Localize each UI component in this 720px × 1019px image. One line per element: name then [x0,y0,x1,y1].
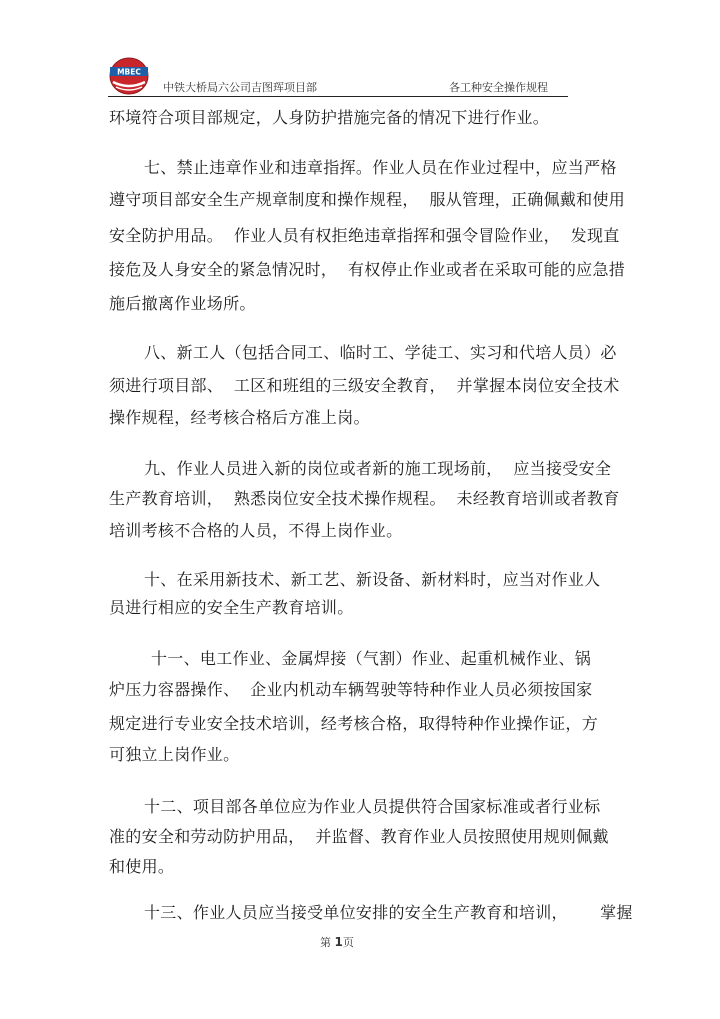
text-line: 环境符合项目部规定，人身防护措施完备的情况下进行作业。 [109,108,550,127]
text-line: 十一、电工作业、金属焊接（气割）作业、起重机械作业、锅 [151,649,592,668]
text-line: 施后撤离作业场所。 [109,294,256,313]
page-footer [320,934,354,950]
text-line: 培训考核不合格的人员，不得上岗作业。 [109,521,403,540]
text-line: 十二、项目部各单位应为作业人员提供符合国家标准或者行业标 [144,797,601,816]
text-line: 须进行项目部、 工区和班组的三级安全教育， 并掌握本岗位安全技术 [109,376,620,395]
text-line: 规定进行专业安全技术培训，经考核合格，取得特种作业操作证，方 [109,714,599,733]
text-line: 和使用。 [109,857,175,876]
header-doc-title: 各工种安全操作规程 [449,81,548,94]
text-line: 炉压力容器操作、 企业内机动车辆驾驶等特种作业人员必须按国家 [109,680,593,699]
logo-text: MBEC [117,67,141,77]
text-line: 接危及人身安全的紧急情况时， 有权停止作业或者在采取可能的应急措 [109,260,626,279]
company-logo [108,52,150,96]
text-line: 准的安全和劳动防护用品， 并监督、教育作业人员按照使用规则佩戴 [109,827,609,846]
header-org-name: 中铁大桥局六公司吉图珲项目部 [163,81,317,94]
text-line: 八、新工人（包括合同工、临时工、学徒工、实习和代培人员）必 [144,343,617,362]
text-line: 十、在采用新技术、新工艺、新设备、新材料时，应当对作业人 [144,570,601,589]
text-line: 操作规程，经考核合格后方准上岗。 [109,408,370,427]
footer-suffix: 页 [342,936,354,949]
text-line: 可独立上岗作业。 [109,745,240,764]
header-rule [108,96,568,97]
text-line: 遵守项目部安全生产规章制度和操作规程， 服从管理，正确佩戴和使用 [109,190,626,209]
footer-prefix: 第 [320,936,331,949]
page-number: 1 [334,935,343,949]
text-line: 安全防护用品。 作业人员有权拒绝违章指挥和强令冒险作业， 发现直 [109,226,620,245]
text-line: 七、禁止违章作业和违章指挥。作业人员在作业过程中，应当严格 [144,158,617,177]
text-line: 十三、作业人员应当接受单位安排的安全生产教育和培训， 掌握 [144,903,633,922]
text-line: 员进行相应的安全生产教育培训。 [109,598,354,617]
text-line: 生产教育培训， 熟悉岗位安全技术操作规程。 未经教育培训或者教育 [109,489,620,508]
text-line: 九、作业人员进入新的岗位或者新的施工现场前， 应当接受安全 [144,459,612,478]
